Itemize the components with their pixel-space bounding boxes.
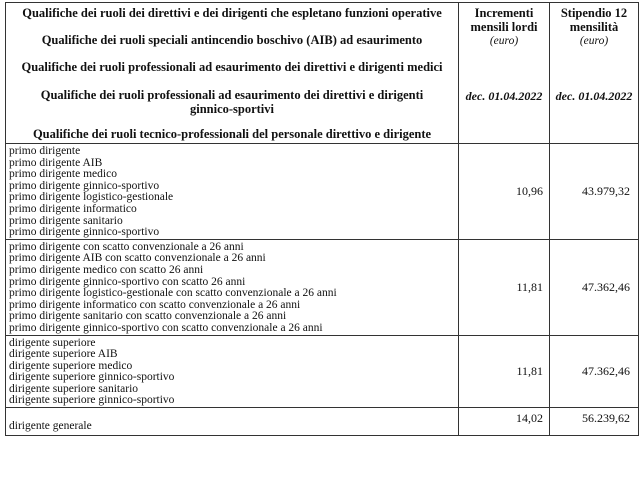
list-item: primo dirigente informatico con scatto convenzionale a 26 anni bbox=[9, 298, 301, 311]
list-item: primo dirigente ginnico-sportivo bbox=[9, 226, 160, 239]
list-item: primo dirigente sanitario bbox=[9, 214, 123, 227]
increment-value: 11,81 bbox=[459, 239, 550, 335]
header-line: Qualifiche dei ruoli tecnico-professionali del personale direttivo e dirigente bbox=[32, 127, 432, 141]
salary-table bbox=[5, 2, 639, 436]
list-item: primo dirigente AIB con scatto convenzionale a 26 anni bbox=[9, 252, 266, 265]
qualifications-header bbox=[6, 3, 459, 144]
list-item: primo dirigente bbox=[9, 145, 81, 157]
list-item: primo dirigente informatico bbox=[9, 202, 137, 215]
header-line: Qualifiche dei ruoli professionali ad esaurimento dei direttivi e dirigenti ginnico-sportivi bbox=[40, 88, 424, 116]
list-item: dirigente superiore sanitario bbox=[9, 382, 139, 395]
list-item: primo dirigente ginnico-sportivo bbox=[9, 179, 160, 192]
salary-header bbox=[550, 3, 639, 144]
table-row bbox=[6, 335, 639, 408]
increment-value: 14,02 bbox=[459, 408, 550, 436]
header-line: Qualifiche dei ruoli dei direttivi e dei dirigenti che espletano funzioni operative bbox=[22, 6, 442, 20]
increments-title: Incrementi mensili lordi bbox=[470, 6, 538, 34]
list-item: dirigente superiore ginnico-sportivo bbox=[9, 394, 175, 407]
table-row bbox=[6, 408, 639, 436]
salary-value: 47.362,46 bbox=[550, 335, 639, 408]
list-item: primo dirigente AIB bbox=[9, 156, 103, 169]
list-item: primo dirigente medico con scatto 26 anni bbox=[9, 263, 204, 276]
increments-header bbox=[459, 3, 550, 144]
increment-value: 10,96 bbox=[459, 144, 550, 240]
list-item: dirigente superiore bbox=[9, 336, 96, 349]
salary-unit: (euro) bbox=[579, 35, 609, 47]
header-line: Qualifiche dei ruoli speciali antincendio boschivo (AIB) ad esaurimento bbox=[41, 33, 423, 47]
list-item: primo dirigente logistico-gestionale bbox=[9, 191, 174, 204]
list-item: dirigente generale bbox=[6, 408, 459, 436]
salary-value: 47.362,46 bbox=[550, 239, 639, 335]
qualification-list bbox=[6, 144, 459, 240]
header-line: Qualifiche dei ruoli professionali ad esaurimento dei direttivi e dirigenti medici bbox=[21, 60, 443, 74]
salary-title: Stipendio 12 mensilità bbox=[560, 6, 628, 34]
list-item: primo dirigente ginnico-sportivo con scatto 26 anni bbox=[9, 275, 246, 288]
list-item: dirigente superiore AIB bbox=[9, 348, 118, 361]
list-item: primo dirigente medico bbox=[9, 168, 117, 181]
increments-date: dec. 01.04.2022 bbox=[465, 89, 543, 103]
list-item: primo dirigente con scatto convenzionale a 26 anni bbox=[9, 240, 244, 253]
list-item: primo dirigente sanitario con scatto convenzionale a 26 anni bbox=[9, 310, 287, 323]
header-row bbox=[6, 3, 639, 144]
table-row bbox=[6, 239, 639, 335]
salary-date: dec. 01.04.2022 bbox=[555, 89, 633, 103]
salary-value: 43.979,32 bbox=[550, 144, 639, 240]
list-item: primo dirigente ginnico-sportivo con scatto convenzionale a 26 anni bbox=[9, 321, 323, 334]
list-item: primo dirigente logistico-gestionale con scatto convenzionale a 26 anni bbox=[9, 287, 337, 300]
salary-value: 56.239,62 bbox=[550, 408, 639, 436]
increment-value: 11,81 bbox=[459, 335, 550, 408]
list-item: dirigente superiore ginnico-sportivo bbox=[9, 371, 175, 384]
table-row bbox=[6, 144, 639, 240]
qualification-list bbox=[6, 335, 459, 408]
increments-unit: (euro) bbox=[489, 35, 519, 47]
qualification-list bbox=[6, 239, 459, 335]
list-item: dirigente superiore medico bbox=[9, 359, 133, 372]
